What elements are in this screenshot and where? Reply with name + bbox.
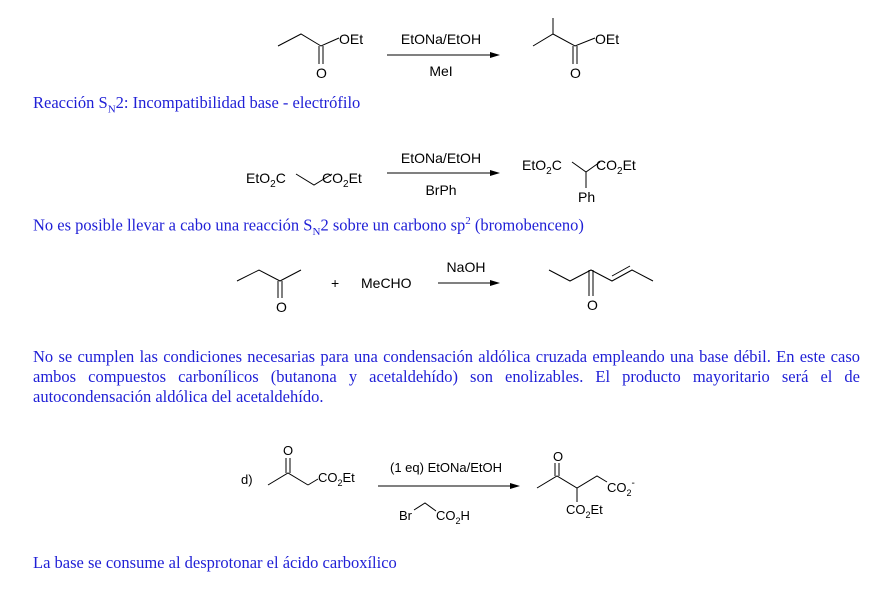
note-reaction-a: Reacción $S_N2$: Incompatibilidad base - electrófilo <box>33 93 361 116</box>
note-reaction-d: La base se consume al desprotonar el ácido carboxílico <box>33 553 397 572</box>
reaction-d-ester-group: $CO_2Et$ <box>318 470 355 488</box>
reaction-a-reagent-bottom: MeI <box>429 63 453 79</box>
reaction-b-reagent-top: EtONa/EtOH <box>400 150 482 166</box>
reaction-d-reagent-top: (1 eq) EtONa/EtOH <box>390 460 502 475</box>
reaction-c-arrow <box>438 259 500 286</box>
reaction-c-product-carbonyl-o: O <box>587 297 598 313</box>
reaction-d-label: d) <box>241 472 253 487</box>
reaction-a-reactant <box>278 31 363 81</box>
reaction-d-reagent-br: Br <box>399 508 412 523</box>
reaction-b-reagent-bottom: BrPh <box>425 182 457 198</box>
reaction-b-reactant-left-ester: EtO$_2$C <box>246 170 286 190</box>
reaction-c-butanone <box>237 270 301 315</box>
reaction-d-arrow <box>378 460 520 526</box>
note-reaction-c: No se cumplen las condiciones necesarias para una condensación aldólica cruzada empleando una base débil. En este caso ambos compuestos carbonílicos (butanona y acetaldehído) son enolizables. El producto mayoritario será el de autocondensación aldólica del acetaldehído. <box>33 347 860 406</box>
reaction-b-reactant-right-ester: $CO_2Et$ <box>322 170 362 190</box>
reaction-b-product-left-ester: EtO$_2$C <box>522 157 562 177</box>
reaction-c-plus: + <box>331 275 340 291</box>
reaction-a-product <box>533 18 619 81</box>
reaction-a-carbonyl-o: O <box>316 65 327 81</box>
reaction-a-oet-label: OEt <box>339 31 364 47</box>
reaction-a-product-oet-label: OEt <box>595 31 620 47</box>
reaction-d-product-carbonyl-o: O <box>553 449 564 464</box>
reaction-b-product <box>522 157 636 205</box>
reaction-b-reactant <box>246 170 362 190</box>
note-reaction-b: No es posible llevar a cabo una reacción $S_N2$ sobre un carbono $sp^2$ (bromobenceno) <box>33 215 584 238</box>
reaction-b-product-right-ester: $CO_2Et$ <box>596 157 636 177</box>
reaction-d-reactant <box>268 443 355 488</box>
reaction-c-product <box>549 266 653 313</box>
reaction-d-product-ester: $CO_2Et$ <box>566 502 603 520</box>
reaction-d-product-carboxylate: $CO_2^-$ <box>607 478 635 498</box>
reaction-a-arrow <box>387 31 500 79</box>
reaction-d-reagent-acid: $CO_2H$ <box>436 508 470 526</box>
reaction-a-reagent-top: EtONa/EtOH <box>400 31 482 47</box>
reaction-c-carbonyl-o: O <box>276 299 287 315</box>
reaction-d-product <box>537 449 635 520</box>
reaction-c-reagent-top: NaOH <box>446 259 486 275</box>
reaction-b-arrow <box>387 150 500 198</box>
reaction-d-carbonyl-o: O <box>283 443 294 458</box>
reaction-c-acetaldehyde-label: MeCHO <box>361 275 412 291</box>
reaction-a-product-carbonyl-o: O <box>570 65 581 81</box>
reaction-b-product-ph-label: Ph <box>578 189 596 205</box>
